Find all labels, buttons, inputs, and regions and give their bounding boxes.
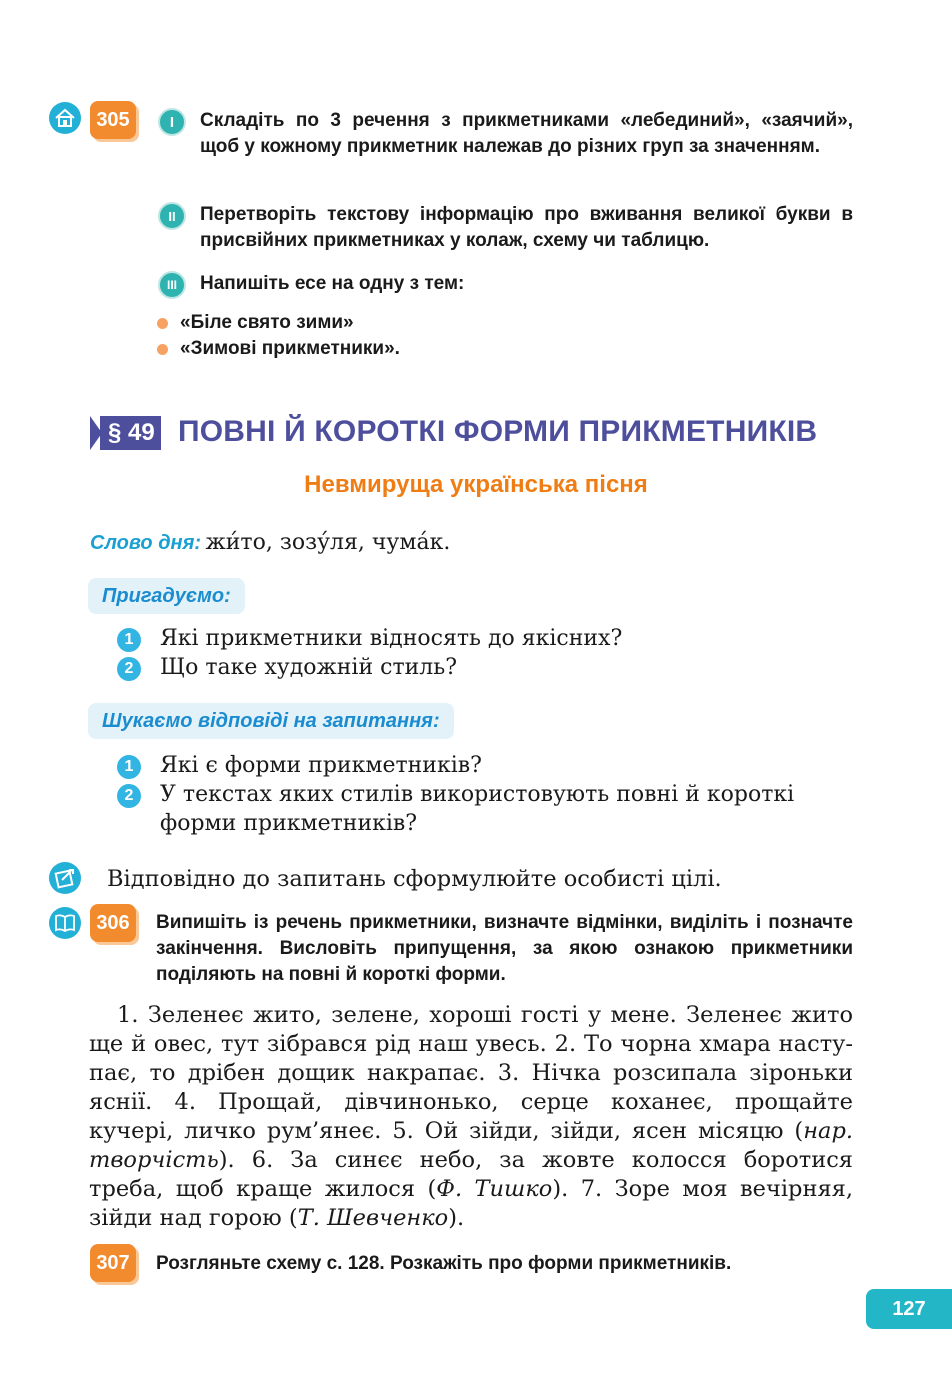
exercise-306-sentences [89, 1001, 853, 1233]
sentences-part: ). 7. Зоре моя вечірняя, зійди над горою ( [89, 1176, 853, 1231]
bullet-dot [157, 318, 168, 329]
task-level-two: Перетворіть текстову інформацію про вживання великої букви в присвійних прикметниках у колаж, схему чи таблицю. [200, 204, 853, 251]
exercise-306-task: Випишіть із речень прикметники, визначте відмінки, виділіть і позначте закінчення. Висловіть припущення, за якою ознакою прикметники поділяють на повні й короткі форми. [156, 912, 853, 985]
task-level-one: Складіть по 3 речення з прикметниками «лебединий», «заячий», щоб у кожному прикметник належав до різних груп за значенням. [200, 110, 853, 157]
bullet-dot [157, 344, 168, 355]
page-number: 127 [866, 1289, 952, 1329]
recall-question-1: Які прикметники відносять до якісних? [160, 626, 623, 651]
section-title: ПОВНІ Й КОРОТКІ ФОРМИ ПРИКМЕТНИКІВ [178, 415, 818, 448]
essay-topic-2: «Зимові прикметники». [180, 338, 400, 359]
level-three-marker: III [158, 271, 186, 299]
section-number-tag: § 49 [100, 416, 161, 450]
goals-text: Відповідно до запитань сформулюйте особисті цілі. [107, 866, 722, 892]
task-level-three: Напишіть есе на одну з тем: [200, 273, 465, 294]
sentences-part: 1. Зеленеє жито, зелене, хороші гості у мене. Зеленеє жито ще й овес, тут зібрався рід наш увесь. 2. То чорна хмара наступає, то дрібен дощик накрапає. 3. Нічка розсипала зіроньки яснії. 4. Прощай, дівчинонько, серце коханеє, прощайте кучері, личко рум’янеє. 5. Ой зійди, зійди, ясен місяцю ( [89, 1002, 853, 1144]
search-question-2: У текстах яких стилів використовують повні й короткі форми прикметників? [160, 782, 795, 836]
book-icon [49, 907, 81, 939]
exercise-307-task: Розгляньте схему с. 128. Розкажіть про форми прикметників. [156, 1253, 732, 1274]
recall-question-2: Що таке художній стиль? [160, 655, 458, 680]
author-attribution: Т. Шевченко [297, 1205, 449, 1231]
lesson-subtitle: Невмируща українська пісня [304, 471, 648, 498]
source-attribution: нар. творчість [89, 1118, 853, 1173]
sentences-part: ). 6. За синєє небо, за жовте колосся боротися треба, щоб краще жилося ( [89, 1147, 853, 1202]
search-question-1: Які є форми прикметників? [160, 753, 482, 778]
search-answers-label: Шукаємо відповіді на запитання: [88, 703, 454, 739]
level-one-marker: I [158, 108, 186, 136]
level-two-marker: II [158, 202, 186, 230]
word-of-day-words: жи́то, зозу́ля, чума́к. [205, 530, 451, 555]
question-number-1: 1 [117, 755, 141, 779]
word-of-day [90, 530, 450, 555]
author-attribution: Ф. Тишко [436, 1176, 553, 1202]
exercise-number-badge: 306 [90, 904, 136, 942]
question-number-1: 1 [117, 628, 141, 652]
question-number-2: 2 [117, 784, 141, 808]
word-of-day-label: Слово дня: [90, 532, 202, 554]
essay-topic-1: «Біле свято зими» [180, 312, 354, 333]
question-number-2: 2 [117, 657, 141, 681]
exercise-number-badge: 305 [90, 101, 136, 139]
recall-label: Пригадуємо: [88, 578, 245, 614]
sentences-part: ). [448, 1205, 465, 1231]
home-task-icon [49, 102, 81, 134]
exercise-number-badge: 307 [90, 1244, 136, 1282]
goals-target-icon [49, 862, 81, 894]
